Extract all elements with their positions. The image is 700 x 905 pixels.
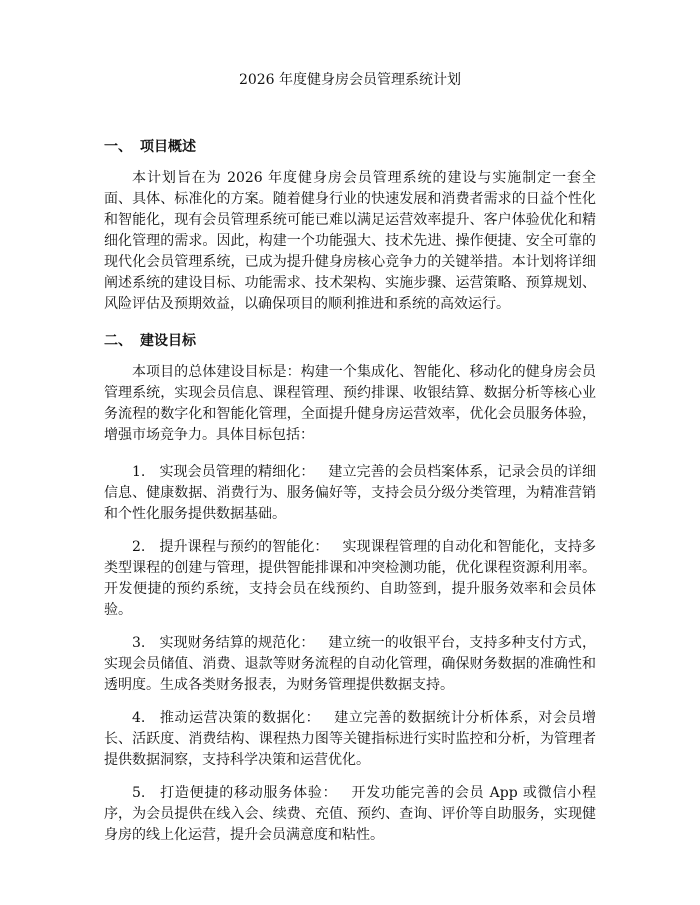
goal-lead: 推动运营决策的数据化： — [159, 710, 321, 726]
section-number: 一、 — [104, 139, 132, 155]
goal-lead: 提升课程与预约的智能化： — [159, 539, 329, 555]
goal-text: 实现课程管理的自动化和智能化，支持多类型课程的创建与管理，提供智能排课和冲突检测功能，优化课程资源利用率。开发便捷的预约系统，支持会员在线预约、自助签到，提升服务效率和会员体验。 — [104, 539, 597, 618]
goal-index: 4. — [132, 710, 146, 726]
goal-lead: 打造便捷的移动服务体验： — [159, 785, 338, 801]
goal-item-3 — [104, 633, 596, 696]
section-goals — [104, 331, 596, 846]
goal-lead: 实现会员管理的精细化： — [159, 464, 315, 480]
section-overview — [104, 137, 596, 315]
goal-item-4 — [104, 708, 596, 771]
goal-item-1 — [104, 462, 596, 525]
section-paragraph: 本项目的总体建设目标是：构建一个集成化、智能化、移动化的健身房会员管理系统，实现会员信息、课程管理、预约排课、收银结算、数据分析等核心业务流程的数字化和智能化管理，全面提升健身房运营效率，优化会员服务体验，增强市场竞争力。具体目标包括： — [104, 364, 596, 443]
section-paragraph: 本计划旨在为 2026 年度健身房会员管理系统的建设与实施制定一套全面、具体、标准化的方案。随着健身行业的快速发展和消费者需求的日益个性化和智能化，现有会员管理系统可能已难以满足运营效率提升、客户体验优化和精细化管理的需求。因此，构建一个功能强大、技术先进、操作便捷、安全可靠的现代化会员管理系统，已成为提升健身房核心竞争力的关键举措。本计划将详细阐述系统的建设目标、功能需求、技术架构、实施步骤、运营策略、预算规划、风险评估及预期效益，以确保项目的顺利推进和系统的高效运行。 — [104, 170, 596, 312]
goal-text: 开发功能完善的会员 App 或微信小程序，为会员提供在线入会、续费、充值、预约、查询、评价等自助服务，实现健身房的线上化运营，提升会员满意度和粘性。 — [104, 785, 596, 843]
goal-index: 5. — [132, 785, 146, 801]
goal-text: 建立完善的数据统计分析体系，对会员增长、活跃度、消费结构、课程热力图等关键指标进行实时监控和分析，为管理者提供数据洞察，支持科学决策和运营优化。 — [104, 710, 597, 768]
section-title: 建设目标 — [140, 333, 196, 349]
section-title: 项目概述 — [140, 139, 196, 155]
goal-index: 1. — [132, 464, 146, 480]
goal-text: 建立完善的会员档案体系，记录会员的详细信息、健康数据、消费行为、服务偏好等，支持会员分级分类管理，为精准营销和个性化服务提供数据基础。 — [104, 464, 597, 522]
document-title: 2026 年度健身房会员管理系统计划 — [238, 72, 462, 88]
goal-text: 建立统一的收银平台，支持多种支付方式，实现会员储值、消费、退款等财务流程的自动化管理，确保财务数据的准确性和透明度。生成各类财务报表，为财务管理提供数据支持。 — [104, 635, 597, 693]
goal-lead: 实现财务结算的规范化： — [159, 635, 315, 651]
goal-index: 2. — [132, 539, 146, 555]
section-heading — [104, 137, 596, 157]
section-heading — [104, 331, 596, 351]
goal-item-2 — [104, 537, 596, 621]
goal-index: 3. — [132, 635, 146, 651]
section-number: 二、 — [104, 333, 132, 349]
goal-item-5 — [104, 783, 596, 846]
